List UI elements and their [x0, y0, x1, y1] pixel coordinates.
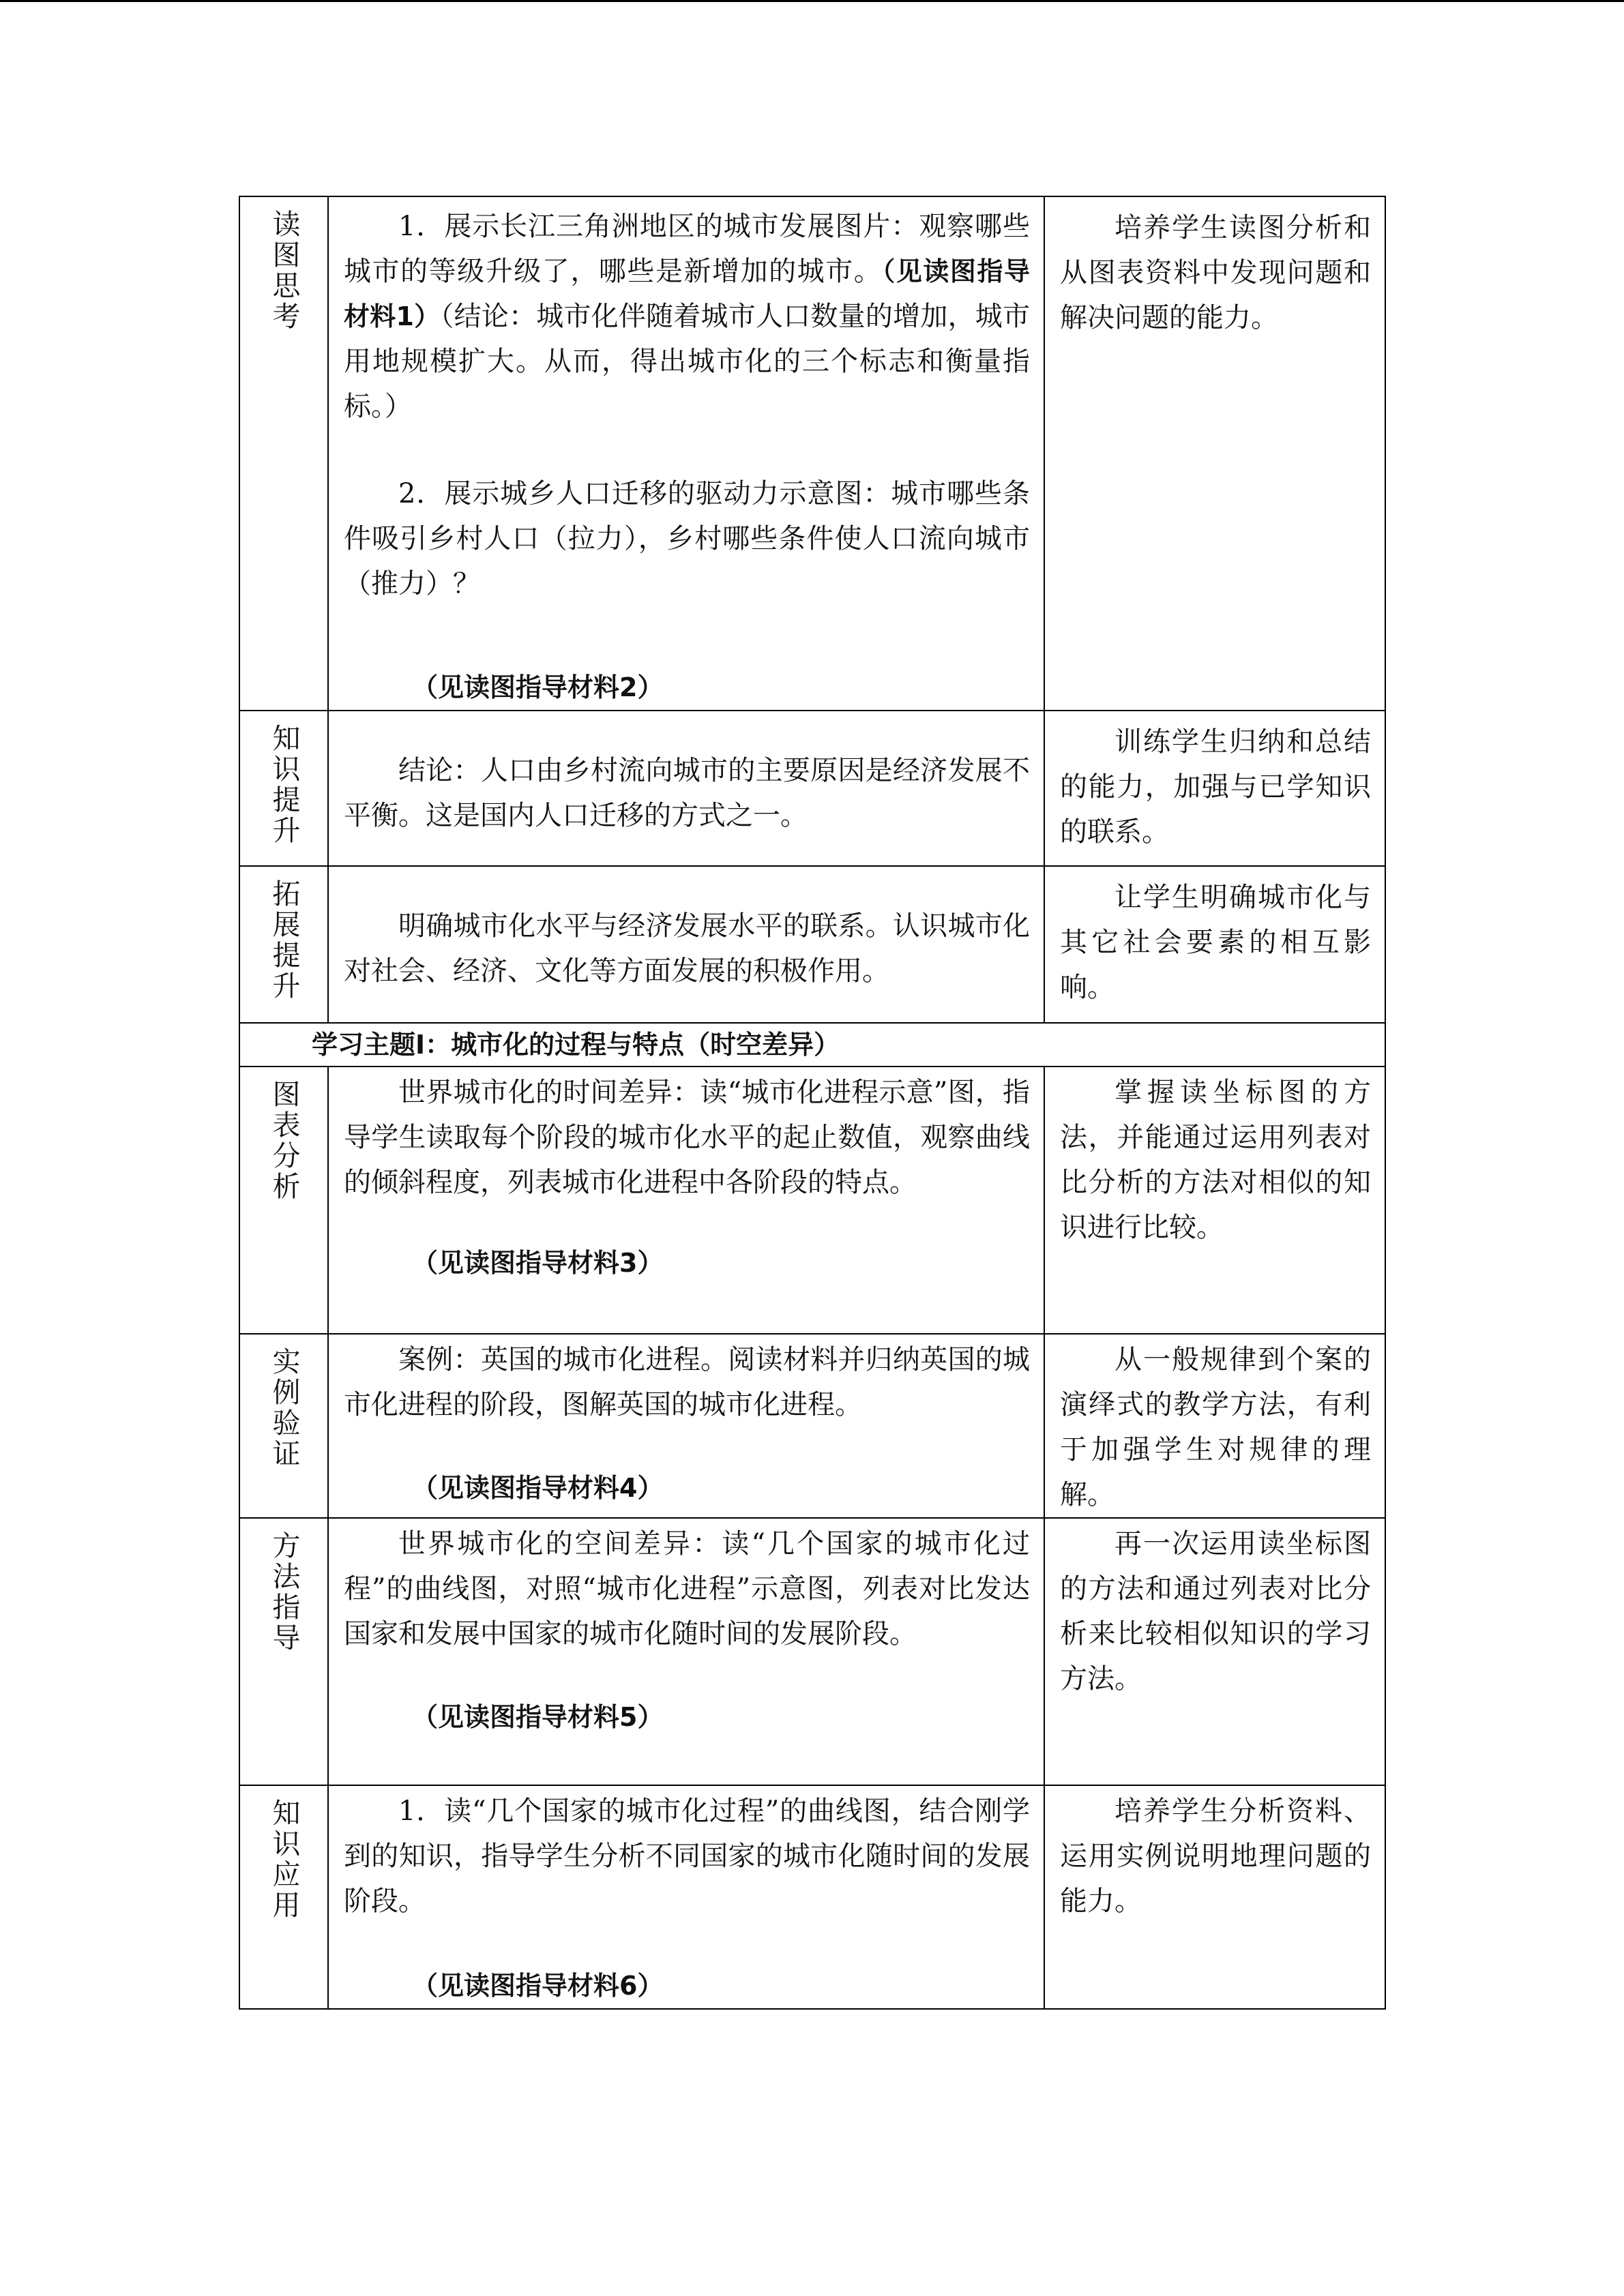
row-label: 实例验证: [267, 1347, 301, 1470]
content-paragraph: 明确城市化水平与经济发展水平的联系。认识城市化对社会、经济、文化等方面发展的积极作用。: [344, 910, 1030, 987]
row-label-cell: [239, 196, 328, 711]
row-label-cell: [239, 1518, 328, 1785]
content-paragraph: 世界城市化的空间差异：读“几个国家的城市化过程”的曲线图，对照“城市化进程”示意图，列表对比发达国家和发展中国家的城市化随时间的发展阶段。: [344, 1528, 1030, 1650]
row-label-cell: [239, 1785, 328, 2009]
note-cell: [1044, 1334, 1385, 1518]
content-paragraph: 世界城市化的时间差异：读“城市化进程示意”图，指导学生读取每个阶段的城市化水平的起止数值，观察曲线的倾斜程度，列表城市化进程中各阶段的特点。: [344, 1077, 1030, 1198]
content-cell: [328, 1067, 1044, 1334]
material-reference: （见读图指导材料6）: [412, 1971, 664, 2001]
teaching-note: 从一般规律到个案的演绎式的教学方法，有利于加强学生对规律的理解。: [1060, 1344, 1371, 1510]
row-label-cell: [239, 1334, 328, 1518]
material-reference: （见读图指导材料5）: [412, 1702, 664, 1732]
row-label: 方法指导: [267, 1531, 301, 1654]
content-paragraph: 1．读“几个国家的城市化过程”的曲线图，结合刚学到的知识，指导学生分析不同国家的城市化随时间的发展阶段。: [344, 1795, 1030, 1917]
content-cell: [328, 1334, 1044, 1518]
content-cell: [328, 196, 1044, 711]
teaching-note: 掌握读坐标图的方法，并能通过运用列表对比分析的方法对相似的知识进行比较。: [1060, 1077, 1371, 1243]
content-paragraph: 结论：人口由乡村流向城市的主要原因是经济发展不平衡。这是国内人口迁移的方式之一。: [344, 755, 1030, 831]
table-row: [239, 866, 1385, 1023]
content-cell: [328, 1518, 1044, 1785]
table-row: [239, 711, 1385, 866]
material-reference: （见读图指导材料3）: [412, 1248, 664, 1278]
teaching-note: 让学生明确城市化与其它社会要素的相互影响。: [1060, 882, 1371, 1003]
learning-theme-heading: 学习主题Ⅰ：城市化的过程与特点（时空差异）: [312, 1030, 840, 1060]
note-cell: [1044, 1067, 1385, 1334]
row-label: 拓展提升: [267, 879, 301, 1002]
page-top-rule: [0, 0, 1624, 2]
note-cell: [1044, 196, 1385, 711]
lesson-plan-table: [239, 196, 1386, 2010]
note-cell: [1044, 711, 1385, 866]
table-row: [239, 1334, 1385, 1518]
theme-cell: [239, 1023, 1385, 1067]
content-paragraph: 1．展示长江三角洲地区的城市发展图片：观察哪些城市的等级升级了，哪些是新增加的城市。（见读图指导材料1）（结论：城市化伴随着城市人口数量的增加，城市用地规模扩大。从而，得出城市化的三个标志和衡量指标。）: [344, 211, 1031, 422]
row-label: 图表分析: [267, 1079, 301, 1202]
row-label-cell: [239, 1067, 328, 1334]
content-paragraph: 案例：英国的城市化进程。阅读材料并归纳英国的城市化进程的阶段，图解英国的城市化进程。: [344, 1344, 1030, 1420]
teaching-note: 训练学生归纳和总结的能力，加强与已学知识的联系。: [1060, 726, 1371, 848]
note-cell: [1044, 1518, 1385, 1785]
table-row: [239, 1518, 1385, 1785]
content-cell: [328, 1785, 1044, 2009]
row-label: 读图思考: [267, 209, 301, 332]
teaching-note: 培养学生读图分析和从图表资料中发现问题和解决问题的能力。: [1060, 212, 1371, 333]
row-label: 知识提升: [267, 724, 301, 846]
theme-row: [239, 1023, 1385, 1067]
material-reference: （见读图指导材料2）: [412, 672, 664, 702]
table-row: [239, 1067, 1385, 1334]
material-reference: （见读图指导材料4）: [412, 1473, 664, 1503]
content-paragraph: 2．展示城乡人口迁移的驱动力示意图：城市哪些条件吸引乡村人口（拉力），乡村哪些条件使人口流向城市（推力）？: [344, 478, 1030, 599]
note-cell: [1044, 866, 1385, 1023]
teaching-note: 培养学生分析资料、运用实例说明地理问题的能力。: [1060, 1795, 1371, 1917]
content-cell: [328, 866, 1044, 1023]
row-label-cell: [239, 866, 328, 1023]
table-row: [239, 1785, 1385, 2009]
teaching-note: 再一次运用读坐标图的方法和通过列表对比分析来比较相似知识的学习方法。: [1060, 1528, 1371, 1695]
row-label-cell: [239, 711, 328, 866]
material-reference: （见读图指导材料1）: [344, 256, 1030, 331]
content-cell: [328, 711, 1044, 866]
note-cell: [1044, 1785, 1385, 2009]
row-label: 知识应用: [267, 1798, 301, 1921]
table-row: [239, 196, 1385, 711]
